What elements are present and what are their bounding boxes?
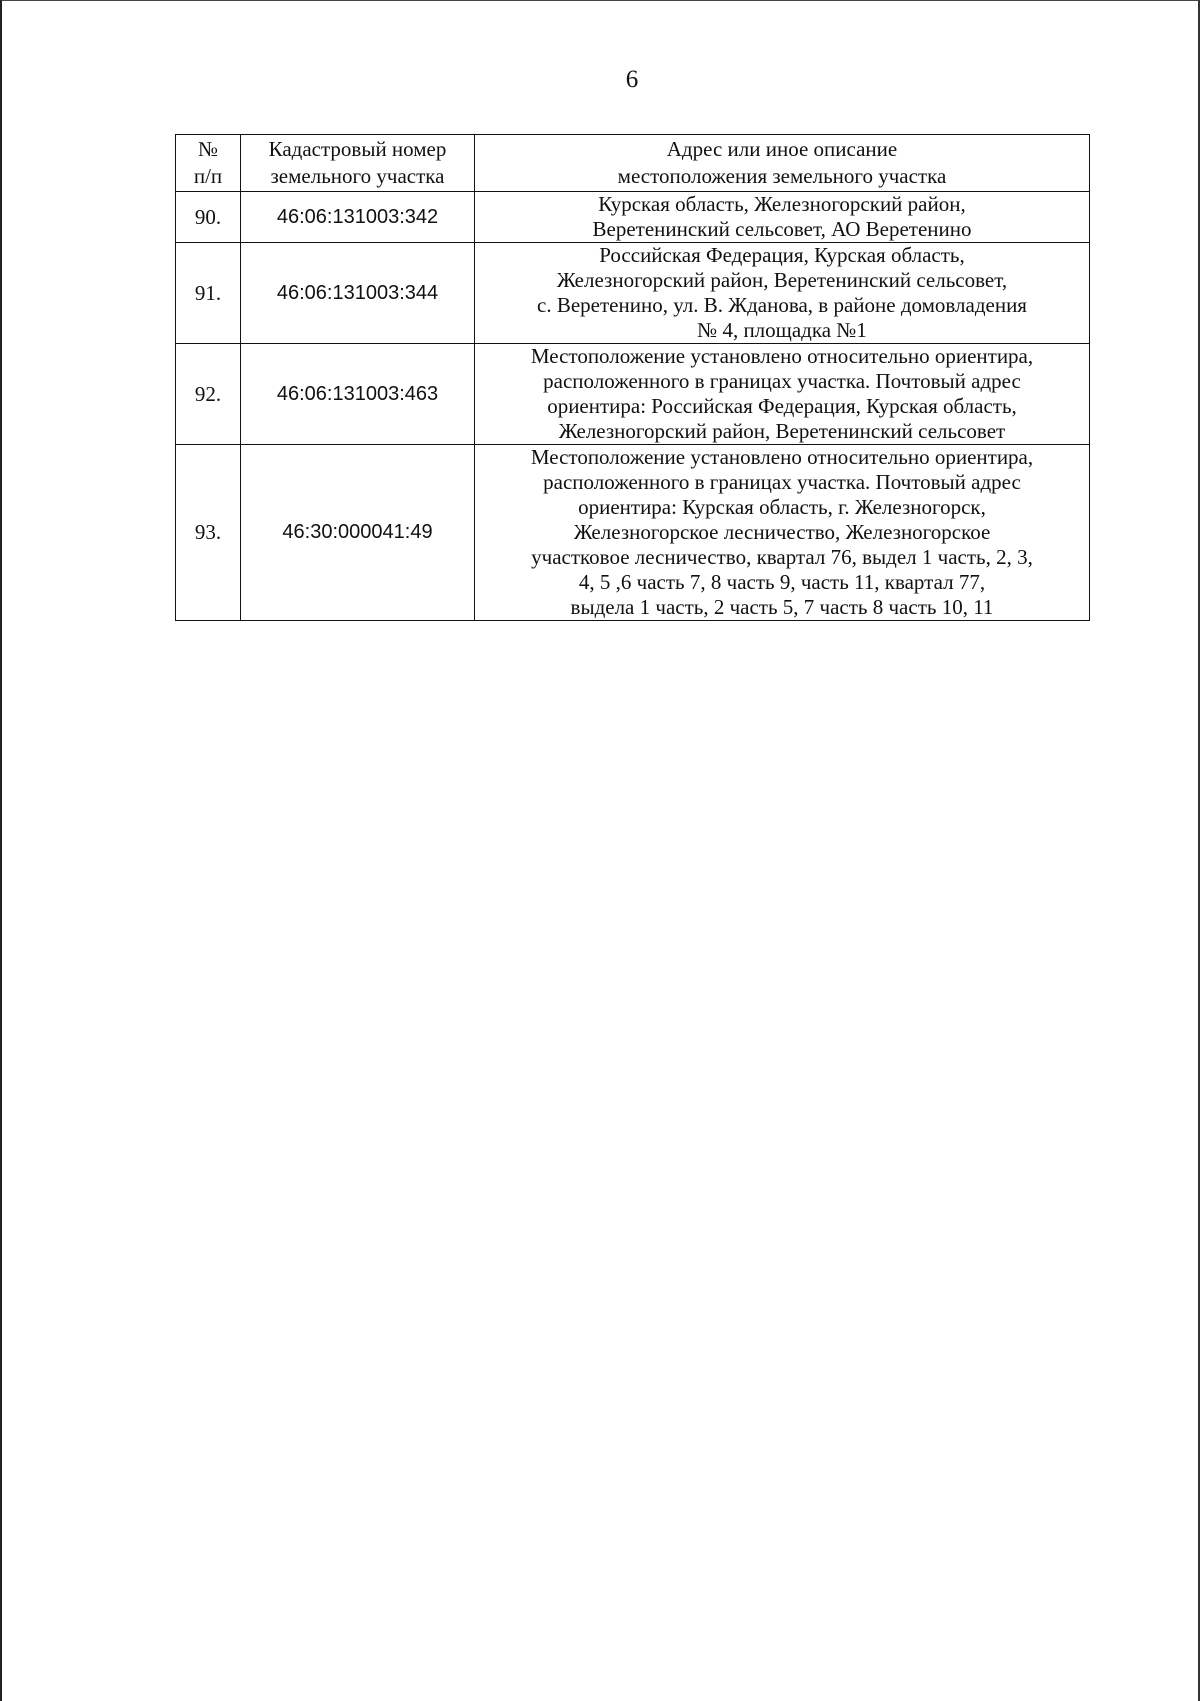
row-number: 91.: [176, 243, 241, 344]
row-cadastral-number: 46:06:131003:344: [241, 243, 475, 344]
header-cadastral-line2: земельного участка: [270, 164, 445, 188]
row-number: 90.: [176, 192, 241, 243]
page-number: 6: [625, 66, 639, 93]
table-header-row: [176, 135, 1090, 192]
row-address: Российская Федерация, Курская область, Железногорский район, Веретенинский сельсовет, с. Веретенино, ул. В. Жданова, в районе домовладения № 4, площадка №1: [475, 243, 1090, 344]
row-cadastral-number: 46:06:131003:342: [241, 192, 475, 243]
header-number: [176, 135, 241, 192]
row-cadastral-number: 46:30:000041:49: [241, 445, 475, 621]
land-plots-table: [175, 134, 1090, 621]
header-number-line1: №: [197, 137, 219, 161]
table-row: [176, 344, 1090, 445]
row-address: Курская область, Железногорский район, Веретенинский сельсовет, АО Веретенино: [475, 192, 1090, 243]
table-row: [176, 243, 1090, 344]
row-cadastral-number: 46:06:131003:463: [241, 344, 475, 445]
header-cadastral: [241, 135, 475, 192]
header-address-line1: Адрес или иное описание: [666, 137, 898, 161]
header-address: [475, 135, 1090, 192]
header-number-line2: п/п: [193, 164, 223, 188]
row-number: 92.: [176, 344, 241, 445]
row-address: Местоположение установлено относительно ориентира, расположенного в границах участка. Почтовый адрес ориентира: Курская область, г. Железногорск, Железногорское лесничество, Железногорское участковое лесничество, квартал 76, выдел 1 часть, 2, 3, 4, 5 ,6 часть 7, 8 часть 9, часть 11, квартал 77, выдела 1 часть, 2 часть 5, 7 часть 8 часть 10, 11: [475, 445, 1090, 621]
header-address-line2: местоположения земельного участка: [617, 164, 947, 188]
table-row: [176, 445, 1090, 621]
header-cadastral-line1: Кадастровый номер: [268, 137, 447, 161]
row-address: Местоположение установлено относительно ориентира, расположенного в границах участка. Почтовый адрес ориентира: Российская Федерация, Курская область, Железногорский район, Веретенинский сельсовет: [475, 344, 1090, 445]
row-number: 93.: [176, 445, 241, 621]
table-row: [176, 192, 1090, 243]
